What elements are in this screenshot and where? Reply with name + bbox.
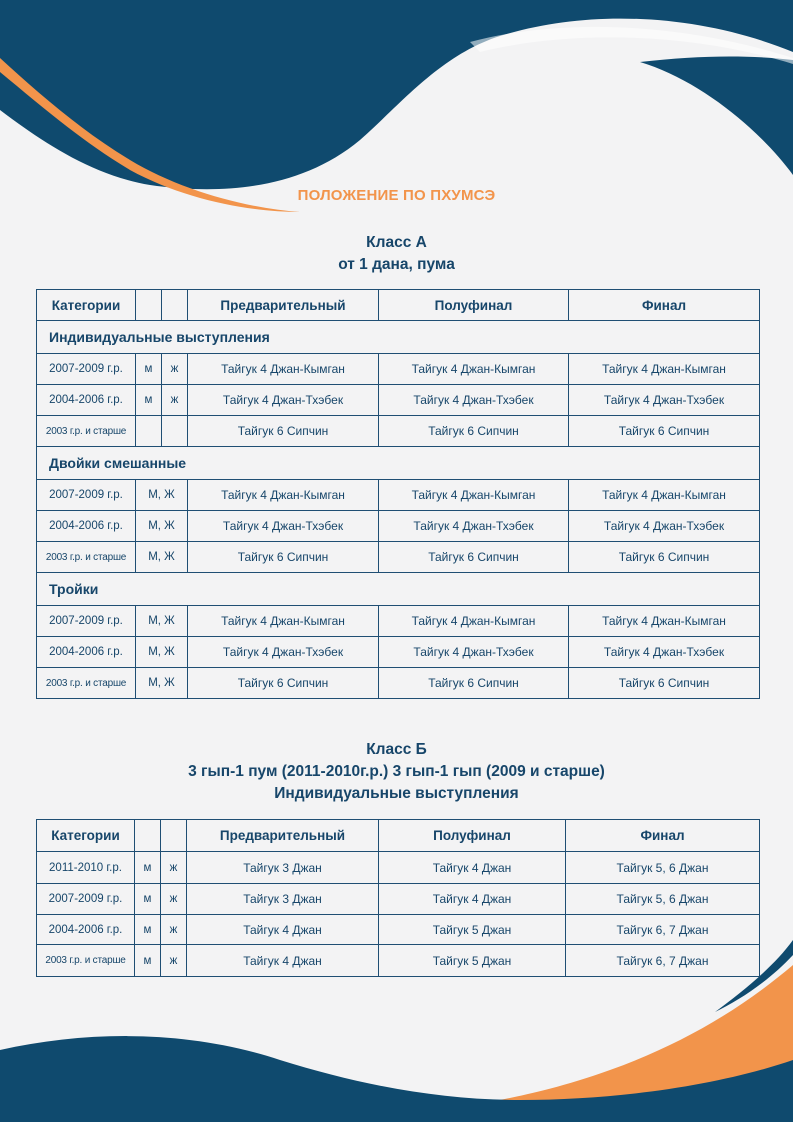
header-preliminary: Предварительный <box>188 290 379 321</box>
table-row <box>37 852 760 884</box>
semifinal-cell: Тайгук 4 Джан-Кымган <box>379 354 569 385</box>
class-a-table <box>36 289 760 699</box>
semifinal-cell: Тайгук 5 Джан <box>379 945 566 977</box>
semifinal-cell: Тайгук 4 Джан <box>379 852 566 884</box>
section-row <box>37 447 760 480</box>
preliminary-cell: Тайгук 4 Джан-Тхэбек <box>188 637 379 668</box>
header-category: Категории <box>37 290 136 321</box>
gender-m-cell: м <box>136 385 162 416</box>
gender-m-cell: м <box>135 852 161 884</box>
final-cell: Тайгук 4 Джан-Кымган <box>569 354 760 385</box>
final-cell: Тайгук 6 Сипчин <box>569 668 760 699</box>
table-row <box>37 915 760 945</box>
gender-cell: М, Ж <box>136 480 188 511</box>
gender-cell: М, Ж <box>136 542 188 573</box>
preliminary-cell: Тайгук 4 Джан-Кымган <box>188 354 379 385</box>
header-blank-m <box>136 290 162 321</box>
class-a-title: Класс А <box>366 234 427 251</box>
preliminary-cell: Тайгук 6 Сипчин <box>188 542 379 573</box>
preliminary-cell: Тайгук 6 Сипчин <box>188 668 379 699</box>
gender-f-cell <box>162 416 188 447</box>
gender-m-cell: м <box>135 915 161 945</box>
section-row <box>37 573 760 606</box>
table-header-row <box>37 290 760 321</box>
final-cell: Тайгук 6, 7 Джан <box>566 915 760 945</box>
gender-cell: М, Ж <box>136 668 188 699</box>
semifinal-cell: Тайгук 4 Джан-Тхэбек <box>379 511 569 542</box>
table-row <box>37 668 760 699</box>
semifinal-cell: Тайгук 6 Сипчин <box>379 416 569 447</box>
semifinal-cell: Тайгук 4 Джан <box>379 884 566 915</box>
gender-m-cell: м <box>135 945 161 977</box>
preliminary-cell: Тайгук 4 Джан-Кымган <box>188 606 379 637</box>
class-b-heading <box>0 739 793 805</box>
header-preliminary: Предварительный <box>187 820 379 852</box>
category-cell: 2003 г.р. и старше <box>37 668 136 699</box>
gender-cell: М, Ж <box>136 606 188 637</box>
final-cell: Тайгук 5, 6 Джан <box>566 852 760 884</box>
page-title: ПОЛОЖЕНИЕ ПО ПХУМСЭ <box>297 187 496 204</box>
category-cell: 2007-2009 г.р. <box>37 480 136 511</box>
category-cell: 2004-2006 г.р. <box>37 511 136 542</box>
category-cell: 2007-2009 г.р. <box>37 354 136 385</box>
final-cell: Тайгук 4 Джан-Тхэбек <box>569 637 760 668</box>
gender-m-cell: м <box>135 884 161 915</box>
header-final: Финал <box>569 290 760 321</box>
gender-f-cell: ж <box>162 385 188 416</box>
category-cell: 2007-2009 г.р. <box>37 606 136 637</box>
table-header-row <box>37 820 760 852</box>
preliminary-cell: Тайгук 6 Сипчин <box>188 416 379 447</box>
final-cell: Тайгук 6 Сипчин <box>569 542 760 573</box>
semifinal-cell: Тайгук 4 Джан-Кымган <box>379 480 569 511</box>
table-row <box>37 354 760 385</box>
semifinal-cell: Тайгук 4 Джан-Тхэбек <box>379 385 569 416</box>
final-cell: Тайгук 4 Джан-Кымган <box>569 606 760 637</box>
final-cell: Тайгук 6 Сипчин <box>569 416 760 447</box>
gender-cell: М, Ж <box>136 511 188 542</box>
header-final: Финал <box>566 820 760 852</box>
header-blank-m <box>135 820 161 852</box>
preliminary-cell: Тайгук 3 Джан <box>187 884 379 915</box>
preliminary-cell: Тайгук 4 Джан-Кымган <box>188 480 379 511</box>
semifinal-cell: Тайгук 6 Сипчин <box>379 668 569 699</box>
final-cell: Тайгук 4 Джан-Тхэбек <box>569 511 760 542</box>
preliminary-cell: Тайгук 4 Джан-Тхэбек <box>188 385 379 416</box>
category-cell: 2003 г.р. и старше <box>37 542 136 573</box>
category-cell: 2004-2006 г.р. <box>37 915 135 945</box>
semifinal-cell: Тайгук 5 Джан <box>379 915 566 945</box>
class-a-heading <box>0 232 793 276</box>
category-cell: 2011-2010 г.р. <box>37 852 135 884</box>
final-cell: Тайгук 6, 7 Джан <box>566 945 760 977</box>
final-cell: Тайгук 5, 6 Джан <box>566 884 760 915</box>
class-b-table <box>36 819 760 977</box>
table-row <box>37 637 760 668</box>
preliminary-cell: Тайгук 4 Джан <box>187 915 379 945</box>
preliminary-cell: Тайгук 4 Джан-Тхэбек <box>188 511 379 542</box>
semifinal-cell: Тайгук 4 Джан-Кымган <box>379 606 569 637</box>
table-row <box>37 884 760 915</box>
header-semifinal: Полуфинал <box>379 820 566 852</box>
header-blank-f <box>161 820 187 852</box>
table-row <box>37 542 760 573</box>
table-row <box>37 945 760 977</box>
category-cell: 2003 г.р. и старше <box>37 945 135 977</box>
class-a-subtitle: от 1 дана, пума <box>338 256 455 273</box>
gender-f-cell: ж <box>161 915 187 945</box>
category-cell: 2004-2006 г.р. <box>37 637 136 668</box>
category-cell: 2004-2006 г.р. <box>37 385 136 416</box>
category-cell: 2003 г.р. и старше <box>37 416 136 447</box>
final-cell: Тайгук 4 Джан-Кымган <box>569 480 760 511</box>
final-cell: Тайгук 4 Джан-Тхэбек <box>569 385 760 416</box>
preliminary-cell: Тайгук 4 Джан <box>187 945 379 977</box>
gender-cell: М, Ж <box>136 637 188 668</box>
section-title: Тройки <box>37 573 760 606</box>
gender-m-cell: м <box>136 354 162 385</box>
table-row <box>37 385 760 416</box>
semifinal-cell: Тайгук 6 Сипчин <box>379 542 569 573</box>
class-b-title: Класс Б <box>366 741 427 758</box>
table-row <box>37 416 760 447</box>
preliminary-cell: Тайгук 3 Джан <box>187 852 379 884</box>
semifinal-cell: Тайгук 4 Джан-Тхэбек <box>379 637 569 668</box>
class-b-section-title: Индивидуальные выступления <box>274 785 519 802</box>
table-row <box>37 480 760 511</box>
section-title: Индивидуальные выступления <box>37 321 760 354</box>
section-row <box>37 321 760 354</box>
gender-m-cell <box>136 416 162 447</box>
gender-f-cell: ж <box>161 852 187 884</box>
gender-f-cell: ж <box>161 945 187 977</box>
table-row <box>37 511 760 542</box>
header-category: Категории <box>37 820 135 852</box>
gender-f-cell: ж <box>161 884 187 915</box>
header-blank-f <box>162 290 188 321</box>
class-b-subtitle: 3 гып-1 пум (2011-2010г.р.) 3 гып-1 гып (2009 и старше) <box>188 763 605 780</box>
header-semifinal: Полуфинал <box>379 290 569 321</box>
section-title: Двойки смешанные <box>37 447 760 480</box>
category-cell: 2007-2009 г.р. <box>37 884 135 915</box>
table-row <box>37 606 760 637</box>
gender-f-cell: ж <box>162 354 188 385</box>
